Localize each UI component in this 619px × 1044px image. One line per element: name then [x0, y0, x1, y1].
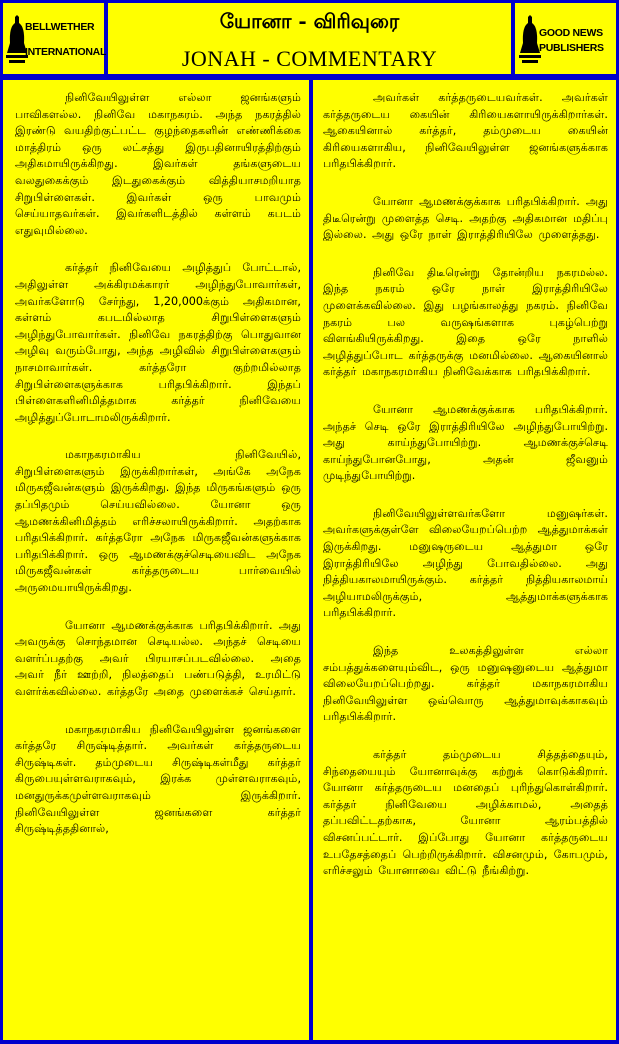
- right-paragraph: இந்த உலகத்திலுள்ள எல்லா சம்பத்துக்களையும்விட, ஒரு மனுஷனுடைய ஆத்துமா விலையேறப்பெற்றது. கர்த்தர் மகாநகரமாகிய நினிவேயிலுள்ள ஒவ்வொரு ஆத்துமாவுக்காகவும் பரிதபிக்கிறார்.: [323, 644, 608, 724]
- title-tamil: யோனா - விரிவுரை: [219, 9, 400, 33]
- left-logo-panel: [3, 3, 107, 74]
- left-paragraph: மகாநகரமாகிய நினிவேயில், சிறுபிள்ளைகளும் இருக்கிறார்கள், அங்கே அநேக மிருகஜீவன்களும் இருக்கிறது. இந்த மிருகங்களும் ஒரு தப்பிதமும் செய்யவில்லை. யோனா ஒரு ஆமணக்கினிமித்தம் எரிச்சலாயிருக்கிறார். அதற்காக பரிதபிக்கிறார். கர்த்தரோ அநேக மிருகஜீவன்களுக்காக பரிதபிக்கிறார். ஒரு ஆமணக்குச்செடியைவிட அநேக மிருகஜீவன்கள் கர்த்தருடைய பார்வையில் அருமையாயிருக்கிறது.: [15, 448, 301, 595]
- title-english: JONAH - COMMENTARY: [181, 46, 438, 71]
- left-text-column: [3, 80, 309, 1040]
- left-logo-line1: BELLWETHER: [25, 21, 95, 33]
- right-text-column: [313, 80, 616, 1040]
- title-panel: [108, 3, 511, 74]
- right-paragraph: நினிவே திடீரென்று தோன்றிய நகரமல்ல. இந்த நகரம் ஒரே நாள் இராத்திரியிலே முளைக்கவில்லை. இது பழங்காலத்து நகரம். நினிவே நகரம் பல வருஷங்களாக புகழ்பெற்று விளங்கியிருக்கிறது. இதை ஒரே நாளில் அழித்துப்போட கர்த்தருக்கு மனமில்லை. ஆகையினால் கர்த்தர் மகாநகரமாகிய நினிவேக்காக பரிதபிக்கிறார்.: [323, 265, 608, 379]
- good-news-bell-icon: [519, 13, 541, 65]
- left-paragraph: மகாநகரமாகிய நினிவேயிலுள்ள ஜனங்களை கர்த்தரே சிருஷ்டித்தார். அவர்கள் கர்த்தருடைய சிருஷ்டிகள். தம்முடைய சிருஷ்டிகள்மீது கர்த்தர் கிருபையுள்ளவராகவும், இரக்க முள்ளவராகவும், மனதுருக்கமுள்ளவராகவும் இருக்கிறார். நினிவேயிலுள்ள ஜனங்களை கர்த்தர் சிருஷ்டித்ததினால்,: [15, 722, 301, 836]
- right-paragraph: யோனா ஆமணக்குக்காக பரிதபிக்கிறார். அது திடீரென்று முளைத்த செடி. அதற்கு அதிகமான மதிப்பு இல்லை. அது ஒரே நாள் இராத்திரியிலே முளைத்தது.: [323, 194, 608, 242]
- left-paragraph: யோனா ஆமணக்குக்காக பரிதபிக்கிறார். அது அவருக்கு சொந்தமான செடியல்ல. அந்தச் செடியை வளர்ப்பதற்கு அவர் பிரயாசப்படவில்லை. அதை அவர் நீர் ஊற்றி, நிலத்தைப் பண்படுத்தி, உரமிட்டு வளர்க்கவில்லை. கர்த்தரே அதை முளைக்கச் செய்தார்.: [15, 618, 301, 698]
- right-paragraph: அவர்கள் கர்த்தருடையவர்கள். அவர்கள் கர்த்தருடைய கையின் கிரியைகளாயிருக்கிறார்கள். ஆகையினால் கர்த்தர், தம்முடைய கையின் கிரியைகளாகிய, நினிவேயிலுள்ள ஜனங்களுக்காக பரிதபிக்கிறார்.: [323, 91, 608, 171]
- left-paragraph: கர்த்தர் நினிவேயை அழித்துப் போட்டால், அதிலுள்ள அக்கிரமக்காரர் அழிந்துபோவார்கள், அவர்களோடு சேர்ந்து, 1,20,000க்கும் அதிகமான, கள்ளம் கபடமில்லாத சிறுபிள்ளைகளும் அழிந்துபோவார்கள். நினிவே நகரத்திற்கு பொதுவான அழிவு வரும்போது, அந்த அழிவில் சிறுபிள்ளைகளும் நாசமாவார்கள். கர்த்தரோ குற்றமில்லாத சிறுபிள்ளைகளுக்காக பரிதபிக்கிறார். இந்தப் பிள்ளைகளினிமித்தமாக கர்த்தர் நினிவேயை அழித்துப்போடாமலிருக்கிறார்.: [15, 261, 301, 424]
- right-paragraph: யோனா ஆமணக்குக்காக பரிதபிக்கிறார். அந்தச் செடி ஒரே இராத்திரியிலே அழிந்துபோயிற்று. அது காய்ந்துபோயிற்று. ஆமணக்குச்செடி காய்ந்துபோனபோது, அதன் ஜீவனும் முடிந்துபோயிற்று.: [323, 402, 608, 483]
- right-logo-line1: GOOD NEWS: [539, 27, 603, 39]
- left-paragraph: நினிவேயிலுள்ள எல்லா ஜனங்களும் பாவிகளல்ல. நினிவே மகாநகரம். அந்த நகரத்தில் இரண்டு வயதிற்குட்பட்ட குழந்தைகளின் எண்ணிக்கை மாத்திரம் ஒரு லட்சத்து இருபதினாயிரத்திற்கும் அதிகமாயிருக்கிறது. இவர்கள் தங்களுடைய வலதுகைக்கும் இடதுகைக்கும் வித்தியாசமறியாத சிறுபிள்ளைகள். இவர்கள் ஒரு பாவமும் செய்யாதவர்கள். இவர்களிடத்தில் கள்ளம் கபடம் எதுவுமில்லை.: [15, 91, 301, 237]
- right-logo-line2: PUBLISHERS: [539, 42, 604, 54]
- right-paragraph: கர்த்தர் தம்முடைய சித்தத்தையும், சிந்தையையும் யோனாவுக்கு கற்றுக் கொடுக்கிறார். யோனா கர்த்தருடைய மனதைப் புரிந்துகொள்கிறார். கர்த்தர் நினிவேயை அழிக்காமல், அதைத் தப்பவிட்டதற்காக, யோனா ஆரம்பத்தில் விசனப்பட்டார். இப்போது யோனா கர்த்தருடைய உபதேசத்தைப் பெற்றிருக்கிறார். விசனமும், கோபமும், எரிச்சலும் யோனாவை விட்டு நீங்கிற்று.: [323, 748, 608, 878]
- right-paragraph: நினிவேயிலுள்ளவர்களோ மனுஷர்கள். அவர்களுக்குள்ளே விலையேறப்பெற்ற ஆத்துமாக்கள் இருக்கிறது. மனுஷருடைய ஆத்துமா ஒரே இராத்திரியிலே அழிந்து போவதில்லை. அது நித்தியகாலமாயிருக்கும். கர்த்தர் நித்தியகாலமாய் அழியாமலிருக்கும், ஆத்துமாக்களுக்காக பரிதபிக்கிறார்.: [323, 506, 608, 620]
- left-logo-line2: INTERNATIONAL: [25, 46, 107, 58]
- right-logo-panel: [515, 3, 616, 74]
